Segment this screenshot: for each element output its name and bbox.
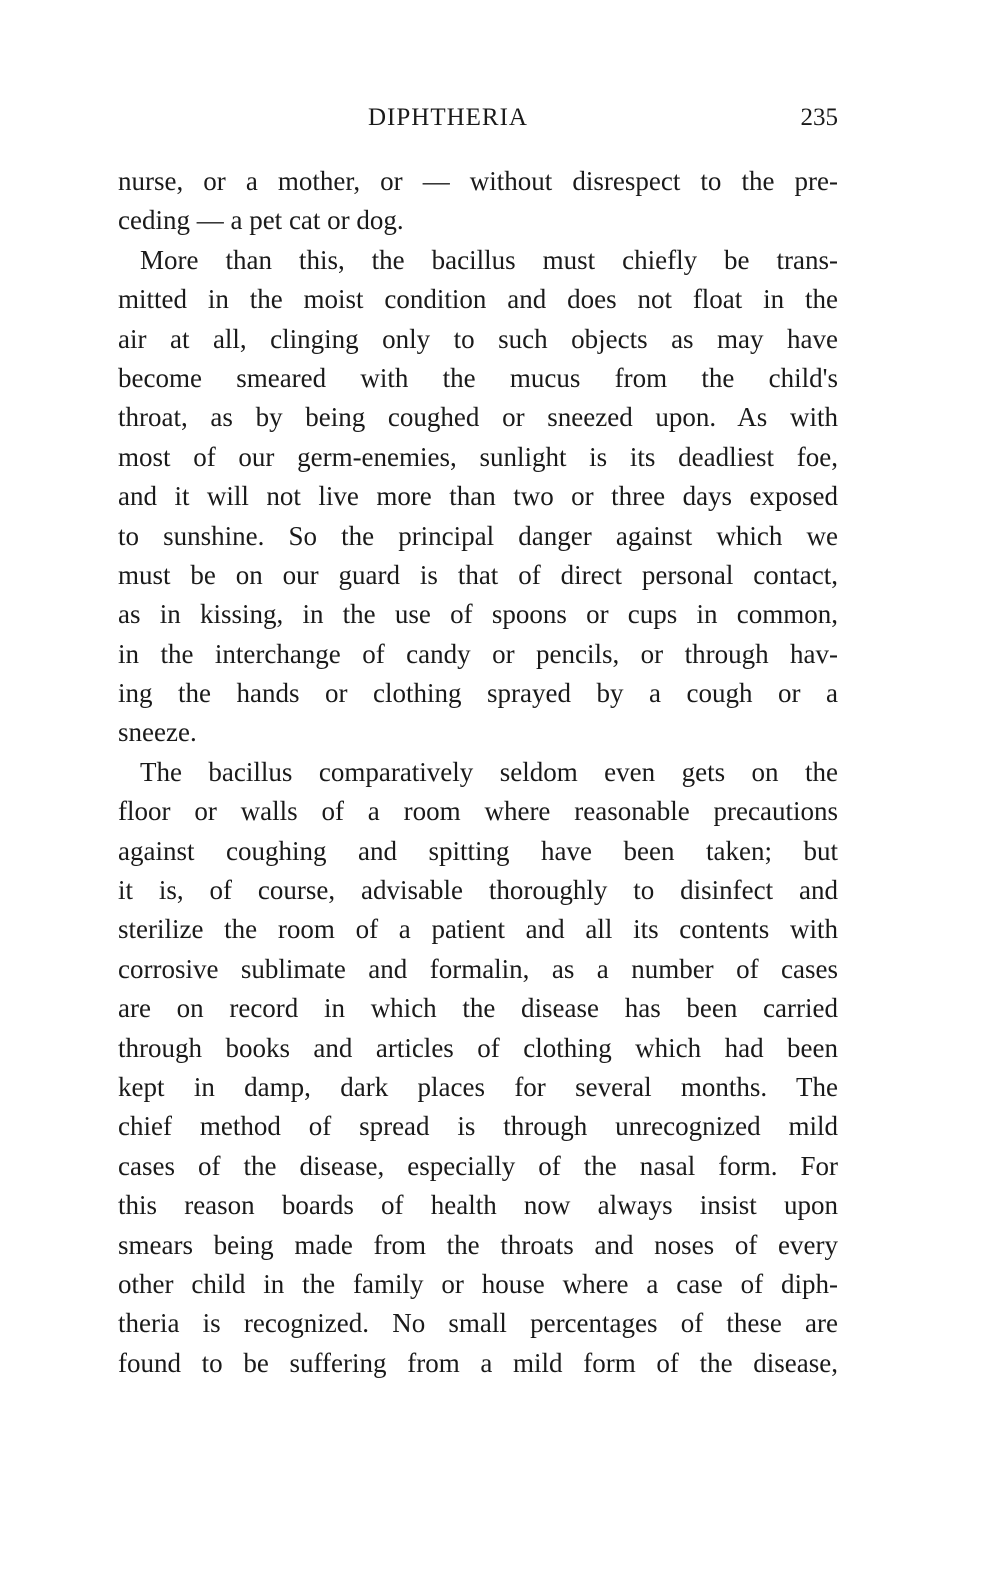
text-line: More than this, the bacillus must chiefly be trans- (140, 244, 838, 275)
chapter-title: DIPHTHERIA (368, 104, 528, 131)
text-line: are on record in which the disease has been carried (118, 993, 838, 1024)
text-line: and it will not live more than two or three days exposed (118, 481, 838, 512)
text-line: cases of the disease, especially of the nasal form. For (118, 1150, 838, 1181)
text-line: throat, as by being coughed or sneezed upon. As with (118, 402, 838, 433)
text-line: other child in the family or house where a case of diph- (118, 1268, 838, 1299)
text-line: kept in damp, dark places for several months. The (118, 1071, 838, 1102)
text-line: most of our germ-enemies, sunlight is its deadliest foe, (118, 441, 838, 472)
paragraph (118, 241, 838, 753)
text-line: it is, of course, advisable thoroughly to disinfect and (118, 875, 838, 906)
text-line: ceding — a pet cat or dog. (118, 205, 404, 236)
text-line: sterilize the room of a patient and all its contents with (118, 914, 838, 945)
text-line: against coughing and spitting have been taken; but (118, 835, 838, 866)
text-line: smears being made from the throats and noses of every (118, 1229, 838, 1260)
text-line: sneeze. (118, 717, 197, 748)
text-line: nurse, or a mother, or — without disrespect to the pre- (118, 166, 838, 196)
text-line: The bacillus comparatively seldom even gets on the (140, 756, 838, 787)
body-text (118, 162, 838, 1383)
text-line: in the interchange of candy or pencils, or through hav- (118, 638, 838, 669)
text-line: air at all, clinging only to such objects as may have (118, 323, 838, 354)
text-line: ing the hands or clothing sprayed by a cough or a (118, 678, 838, 709)
text-line: mitted in the moist condition and does not float in the (118, 284, 838, 315)
text-line: floor or walls of a room where reasonable precautions (118, 796, 838, 827)
text-line: found to be suffering from a mild form of the disease, (118, 1347, 838, 1378)
paragraph (118, 753, 838, 1383)
text-line: chief method of spread is through unrecognized mild (118, 1111, 838, 1142)
text-line: corrosive sublimate and formalin, as a number of cases (118, 953, 838, 984)
text-line: become smeared with the mucus from the child's (118, 362, 838, 393)
paragraph (118, 162, 838, 241)
text-line: to sunshine. So the principal danger against which we (118, 520, 838, 551)
page-number: 235 (800, 104, 838, 131)
running-head (118, 104, 838, 138)
text-line: must be on our guard is that of direct personal contact, (118, 559, 838, 590)
text-line: through books and articles of clothing which had been (118, 1032, 838, 1063)
text-line: this reason boards of health now always insist upon (118, 1190, 838, 1221)
text-line: theria is recognized. No small percentages of these are (118, 1308, 838, 1339)
text-line: as in kissing, in the use of spoons or cups in common, (118, 599, 838, 630)
